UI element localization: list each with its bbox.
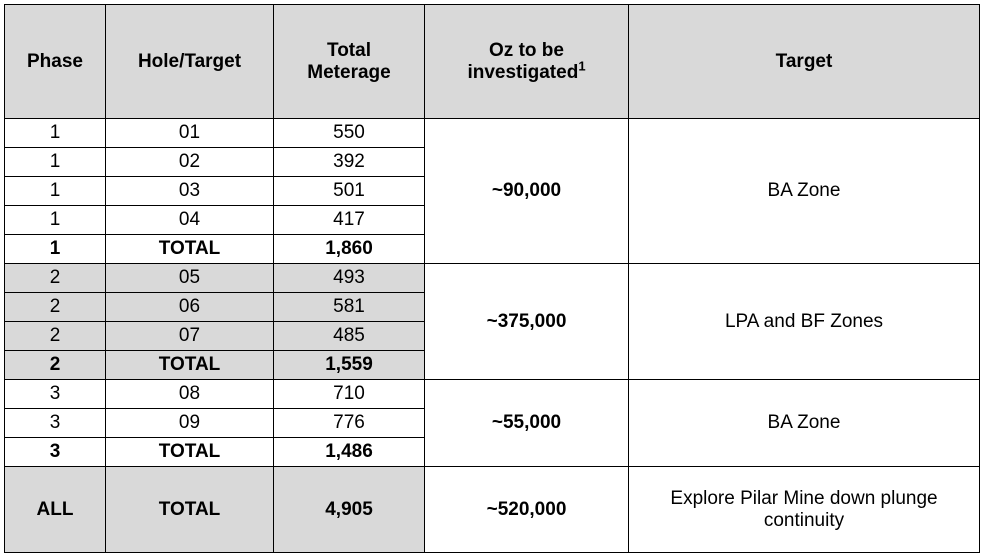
oz-cell: ~375,000: [425, 264, 629, 380]
meterage-cell: 1,860: [274, 235, 425, 264]
hole-cell: 08: [106, 380, 274, 409]
header-meterage-line2: Meterage: [307, 61, 391, 83]
hole-cell: TOTAL: [106, 438, 274, 467]
header-target: Target: [629, 5, 980, 119]
phase-cell: 1: [5, 148, 106, 177]
hole-cell: 09: [106, 409, 274, 438]
phase-cell: 1: [5, 177, 106, 206]
phase-cell: 1: [5, 119, 106, 148]
meterage-cell: 485: [274, 322, 425, 351]
phase-cell: ALL: [5, 467, 106, 553]
hole-cell: 01: [106, 119, 274, 148]
hole-cell: TOTAL: [106, 235, 274, 264]
header-meterage-line1: Total: [327, 39, 371, 61]
target-cell: BA Zone: [629, 380, 980, 467]
meterage-cell: 550: [274, 119, 425, 148]
phase-cell: 3: [5, 380, 106, 409]
hole-cell: TOTAL: [106, 351, 274, 380]
meterage-cell: 501: [274, 177, 425, 206]
table-row: [5, 380, 980, 409]
meterage-cell: 1,486: [274, 438, 425, 467]
meterage-cell: 776: [274, 409, 425, 438]
hole-cell: 06: [106, 293, 274, 322]
header-total-meterage: [274, 5, 425, 119]
header-row: [5, 5, 980, 119]
hole-cell: TOTAL: [106, 467, 274, 553]
grand-total-row: [5, 467, 980, 553]
header-hole-target: Hole/Target: [106, 5, 274, 119]
meterage-cell: 581: [274, 293, 425, 322]
footnote-marker: 1: [578, 58, 586, 74]
header-oz-line1: Oz to be: [489, 39, 564, 61]
header-oz-investigated: [425, 5, 629, 119]
target-cell: Explore Pilar Mine down plunge continuity: [629, 467, 980, 553]
phase-cell: 2: [5, 351, 106, 380]
target-cell: BA Zone: [629, 119, 980, 264]
oz-cell: ~55,000: [425, 380, 629, 467]
meterage-cell: 392: [274, 148, 425, 177]
meterage-cell: 4,905: [274, 467, 425, 553]
phase-cell: 2: [5, 322, 106, 351]
meterage-cell: 710: [274, 380, 425, 409]
hole-cell: 05: [106, 264, 274, 293]
target-cell: LPA and BF Zones: [629, 264, 980, 380]
phase-cell: 1: [5, 235, 106, 264]
phase-cell: 2: [5, 264, 106, 293]
table-row: [5, 119, 980, 148]
hole-cell: 04: [106, 206, 274, 235]
phase-cell: 2: [5, 293, 106, 322]
header-oz-line2: investigated: [467, 61, 579, 83]
hole-cell: 02: [106, 148, 274, 177]
meterage-cell: 493: [274, 264, 425, 293]
drill-program-table: [4, 4, 980, 553]
table-row: [5, 264, 980, 293]
hole-cell: 07: [106, 322, 274, 351]
hole-cell: 03: [106, 177, 274, 206]
meterage-cell: 1,559: [274, 351, 425, 380]
oz-cell: ~520,000: [425, 467, 629, 553]
meterage-cell: 417: [274, 206, 425, 235]
oz-cell: ~90,000: [425, 119, 629, 264]
phase-cell: 1: [5, 206, 106, 235]
phase-cell: 3: [5, 438, 106, 467]
phase-cell: 3: [5, 409, 106, 438]
header-phase: Phase: [5, 5, 106, 119]
